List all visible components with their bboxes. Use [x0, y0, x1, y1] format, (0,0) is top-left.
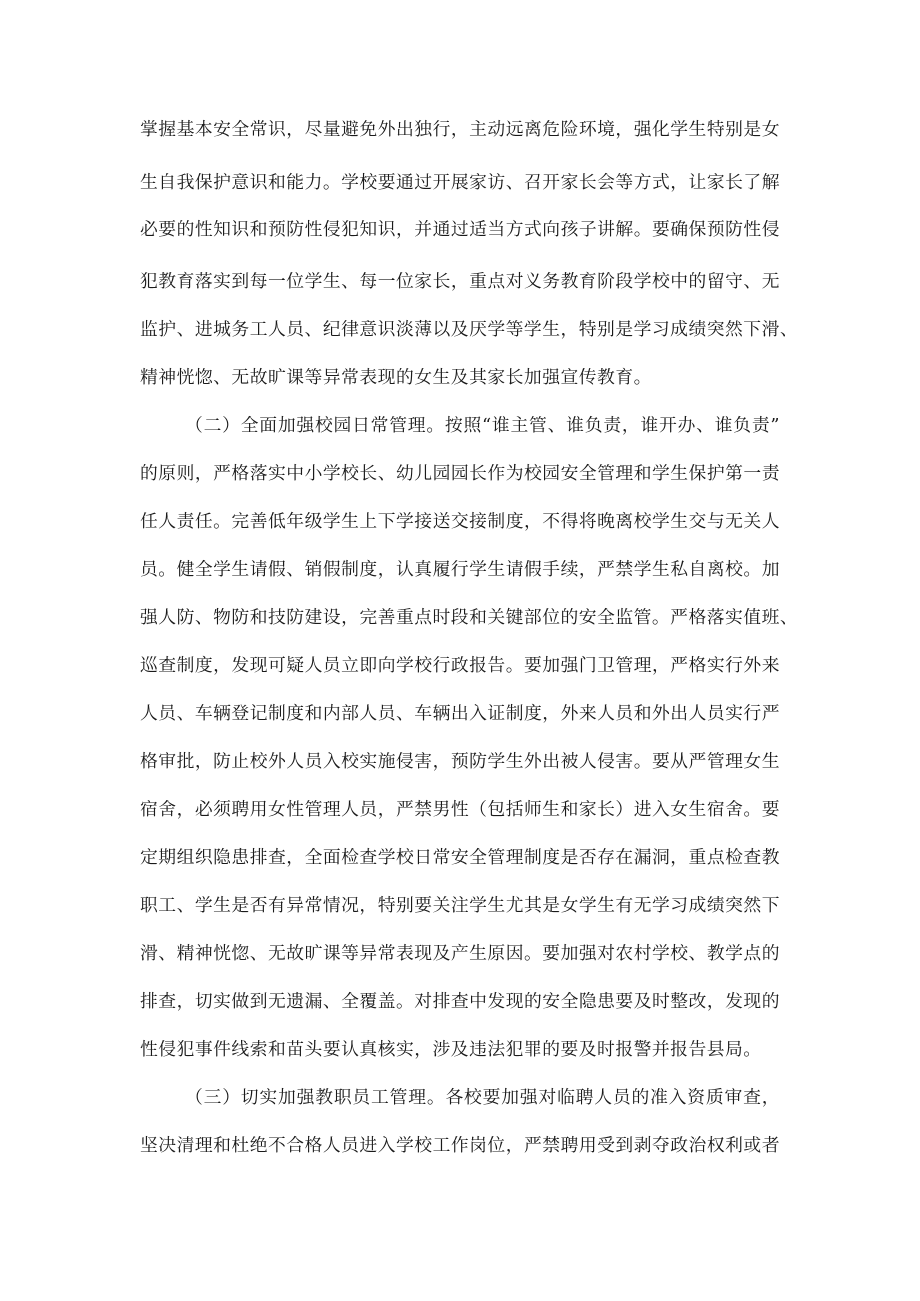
text-line: 巡查制度，发现可疑人员立即向学校行政报告。要加强门卫管理，严格实行外来	[140, 655, 780, 676]
text-line: 强人防、物防和技防建设，完善重点时段和关键部位的安全监管。严格落实值班、	[140, 607, 799, 628]
section-heading-line: （三）切实加强教职员工管理。各校要加强对临聘人员的准入资质审查，	[185, 1087, 780, 1108]
text-line: 人员、车辆登记制度和内部人员、车辆出入证制度，外来人员和外出人员实行严	[140, 703, 780, 724]
section-heading-line: （二）全面加强校园日常管理。按照“谁主管、谁负责，谁开办、谁负责”	[185, 415, 780, 436]
text-line: 员。健全学生请假、销假制度，认真履行学生请假手续，严禁学生私自离校。加	[140, 559, 780, 580]
text-line: 定期组织隐患排查，全面检查学校日常安全管理制度是否存在漏洞，重点检查教	[140, 847, 780, 868]
text-line: 生自我保护意识和能力。学校要通过开展家访、召开家长会等方式，让家长了解	[140, 172, 780, 193]
text-line: 监护、进城务工人员、纪律意识淡薄以及厌学等学生，特别是学习成绩突然下滑、	[140, 319, 799, 340]
text-line: 宿舍，必须聘用女性管理人员，严禁男性（包括师生和家长）进入女生宿舍。要	[140, 799, 780, 820]
text-line: 滑、精神恍惚、无故旷课等异常表现及产生原因。要加强对农村学校、教学点的	[140, 943, 780, 964]
text-line: 犯教育落实到每一位学生、每一位家长，重点对义务教育阶段学校中的留守、无	[140, 271, 780, 292]
text-line: 精神恍惚、无故旷课等异常表现的女生及其家长加强宣传教育。	[140, 367, 652, 388]
text-line: 格审批，防止校外人员入校实施侵害，预防学生外出被人侵害。要从严管理女生	[140, 751, 780, 772]
text-line: 的原则，严格落实中小学校长、幼儿园园长作为校园安全管理和学生保护第一责	[140, 463, 780, 484]
text-line: 必要的性知识和预防性侵犯知识，并通过适当方式向孩子讲解。要确保预防性侵	[140, 219, 780, 240]
text-line: 职工、学生是否有异常情况，特别要关注学生尤其是女学生有无学习成绩突然下	[140, 895, 780, 916]
text-line: 性侵犯事件线索和苗头要认真核实，涉及违法犯罪的要及时报警并报告县局。	[140, 1039, 762, 1060]
text-line: 排查，切实做到无遗漏、全覆盖。对排查中发现的安全隐患要及时整改，发现的	[140, 991, 780, 1012]
text-line: 任人责任。完善低年级学生上下学接送交接制度，不得将晚离校学生交与无关人	[140, 511, 780, 532]
text-line: 坚决清理和杜绝不合格人员进入学校工作岗位，严禁聘用受到剥夺政治权利或者	[140, 1135, 780, 1156]
text-line: 掌握基本安全常识，尽量避免外出独行，主动远离危险环境，强化学生特别是女	[140, 119, 780, 140]
